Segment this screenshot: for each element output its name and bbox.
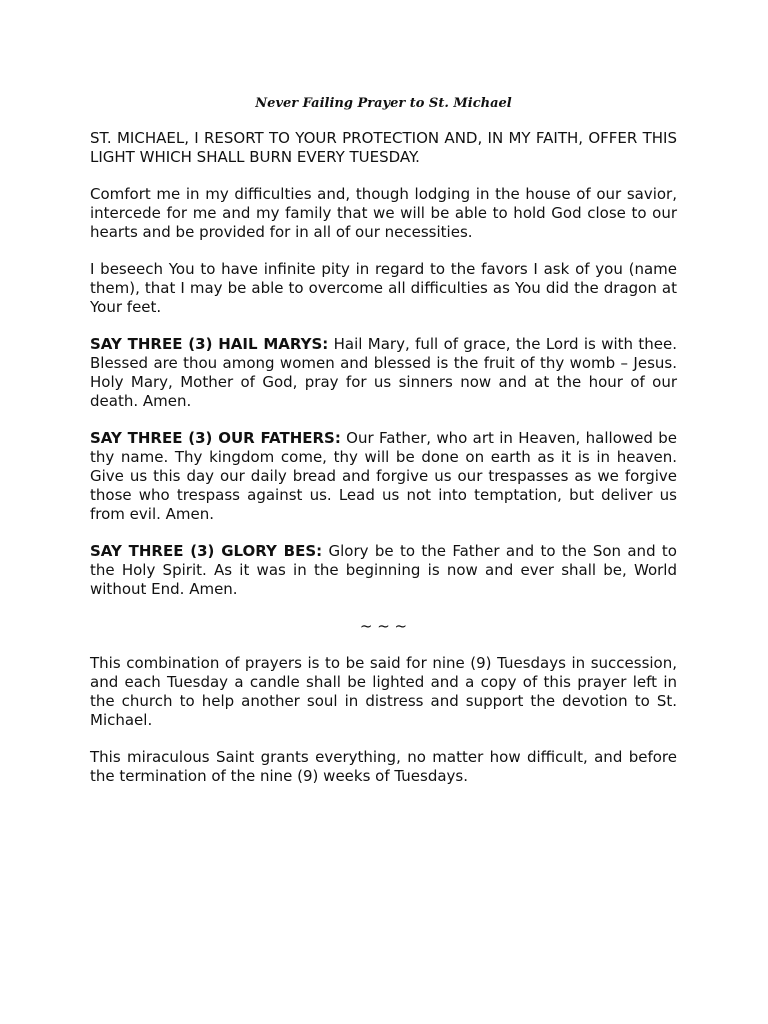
our-fathers-paragraph [90, 429, 677, 524]
section-separator: ~ ~ ~ [359, 617, 408, 635]
hail-marys-paragraph [90, 335, 677, 411]
beseech-paragraph: I beseech You to have infinite pity in regard to the favors I ask of you (name them), that I may be able to overcome all difficulties as You did the dragon at Your feet. [90, 260, 677, 316]
instructions-paragraph: This combination of prayers is to be said for nine (9) Tuesdays in succession, and each Tuesday a candle shall be lighted and a copy of this prayer left in the church to help another soul in distress and support the devotion to St. Michael. [90, 654, 677, 729]
glory-bes-heading: SAY THREE (3) GLORY BES: [90, 542, 323, 560]
glory-bes-paragraph [90, 542, 677, 599]
our-fathers-heading: SAY THREE (3) OUR FATHERS: [90, 429, 341, 447]
intro-paragraph: ST. MICHAEL, I RESORT TO YOUR PROTECTION AND, IN MY FAITH, OFFER THIS LIGHT WHICH SHALL BURN EVERY TUESDAY. [90, 129, 677, 166]
hail-marys-text: Hail Mary, full of grace, the Lord is with thee. Blessed are thou among women and blessed is the fruit of thy womb – Jesus. Holy Mary, Mother of God, pray for us sinners now and at the hour of our death. Amen. [90, 335, 677, 410]
comfort-paragraph: Comfort me in my difficulties and, though lodging in the house of our savior, intercede for me and my family that we will be able to hold God close to our hearts and be provided for in all of our necessities. [90, 185, 677, 241]
closing-paragraph: This miraculous Saint grants everything, no matter how difficult, and before the termination of the nine (9) weeks of Tuesdays. [90, 748, 677, 785]
our-fathers-text: Our Father, who art in Heaven, hallowed be thy name. Thy kingdom come, thy will be done on earth as it is in heaven. Give us this day our daily bread and forgive us our trespasses as we forgive those who trespass against us. Lead us not into temptation, but deliver us from evil. Amen. [90, 429, 677, 523]
document-page [90, 95, 677, 804]
document-title: Never Failing Prayer to St. Michael [255, 96, 512, 111]
glory-bes-text: Glory be to the Father and to the Son and to the Holy Spirit. As it was in the beginning is now and ever shall be, World without End. Amen. [90, 542, 677, 598]
hail-marys-heading: SAY THREE (3) HAIL MARYS: [90, 335, 329, 353]
